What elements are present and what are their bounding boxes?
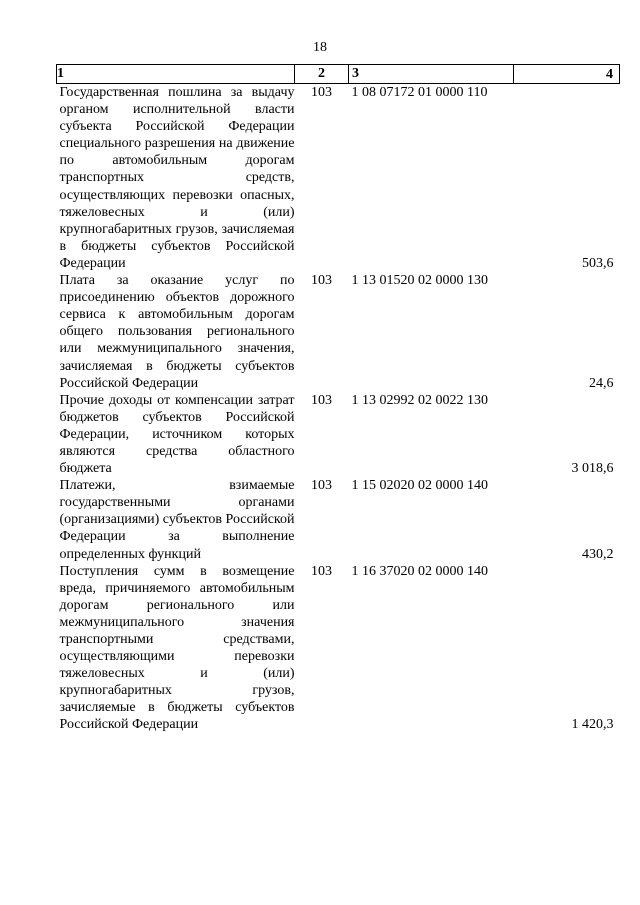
table-row [57,272,620,392]
table-row [57,392,620,477]
revenue-name: Государственная пошлина за выдачу органом исполнительной власти субъекта Российской Федерации специального разрешения на движение по автомобильным дорогам транспортных средств, осуществляющих перевозки опасных, тяжеловесных и (или) крупногабаритных грузов, зачисляемая в бюджеты субъектов Российской Федерации [59,85,295,271]
amount: 503,6 [582,255,614,271]
column-header-1: 1 [57,65,295,84]
column-header-3: 3 [349,65,514,84]
budget-code: 1 13 02992 02 0022 130 [351,392,488,408]
admin-code: 103 [311,563,332,579]
table-header-row [57,65,620,84]
amount: 1 420,3 [571,717,614,733]
column-header-2: 2 [295,65,349,84]
revenue-name: Поступления сумм в возмещение вреда, причиняемого автомобильным дорогам регионального или межмуниципального значения транспортными средствами, осуществляющими перевозки тяжеловесных и (или) крупногабаритных грузов, зачисляемые в бюджеты субъектов Российской Федерации [59,563,295,733]
column-header-4: 4 [514,65,620,84]
revenue-name: Плата за оказание услуг по присоединению объектов дорожного сервиса к автомобильным дорогам общего пользования регионального или межмуниципального значения, зачисляемая в бюджеты субъектов Российской Федерации [59,273,295,391]
admin-code: 103 [311,478,332,494]
admin-code: 103 [311,392,332,408]
admin-code: 103 [311,273,332,289]
revenue-name: Платежи, взимаемые государственными органами (организациями) субъектов Российской Федерации за выполнение определенных функций [59,478,295,562]
budget-code: 1 15 02020 02 0000 140 [351,478,488,494]
budget-code: 1 08 07172 01 0000 110 [351,85,488,100]
amount: 24,6 [589,375,614,391]
revenue-name: Прочие доходы от компенсации затрат бюджетов субъектов Российской Федерации, источником которых являются средства областного бюджета [59,392,295,477]
page-number: 18 [313,40,327,55]
admin-code: 103 [311,85,332,100]
revenue-table [56,64,620,734]
budget-code: 1 13 01520 02 0000 130 [351,273,488,289]
amount: 3 018,6 [571,461,614,477]
amount: 430,2 [582,546,614,562]
table-row [57,84,620,273]
table-row [57,477,620,562]
budget-code: 1 16 37020 02 0000 140 [351,563,488,579]
table-row [57,563,620,734]
